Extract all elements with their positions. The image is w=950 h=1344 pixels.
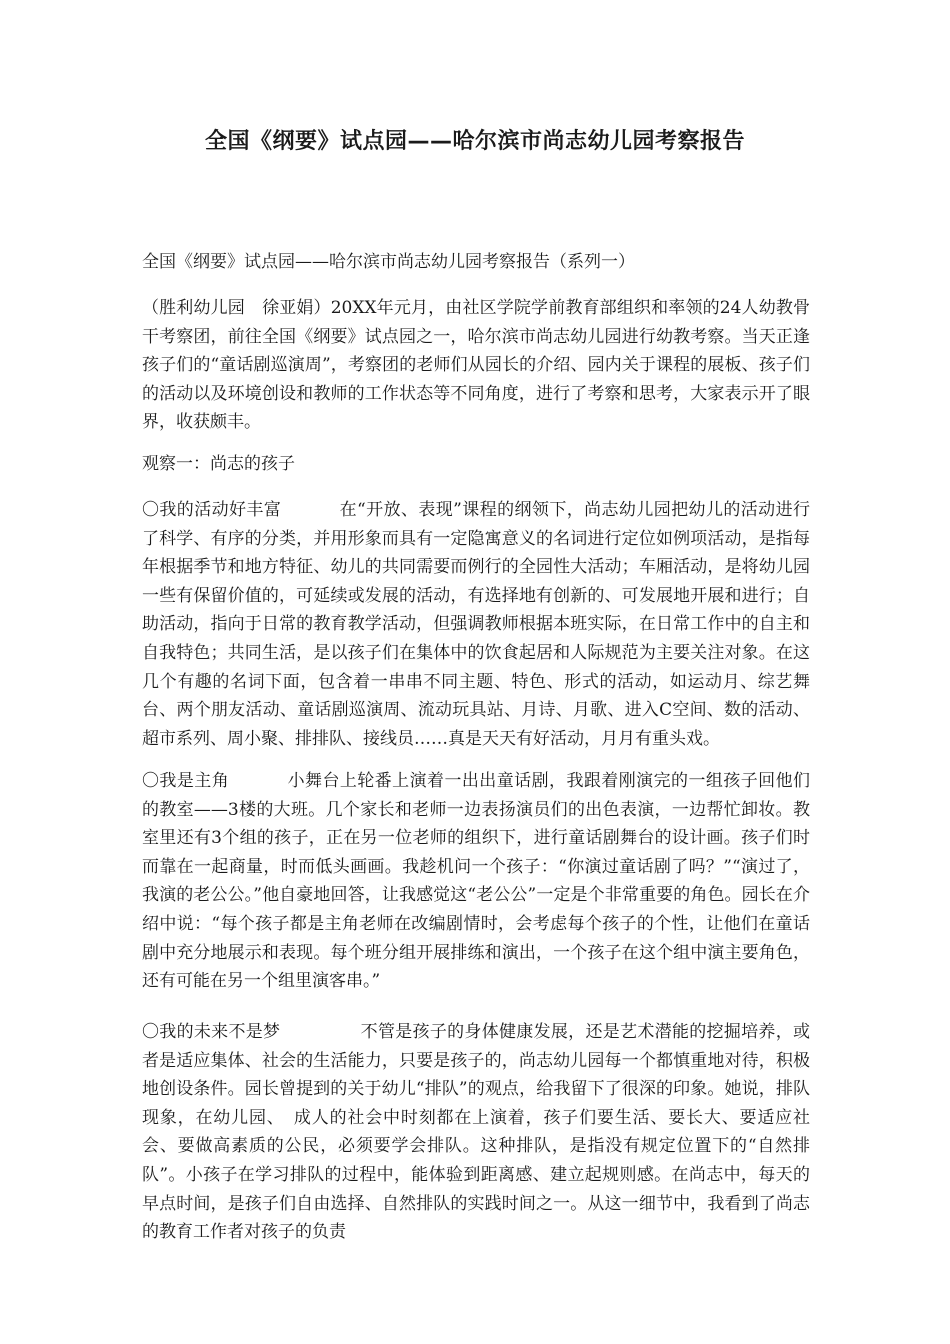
paragraph-lead: 〇我是主角 [142, 771, 230, 791]
paragraph-future [142, 1018, 810, 1247]
paragraph-body: 小舞台上轮番上演着一出出童话剧，我跟着刚演完的一组孩子回他们的教室——3楼的大班。几个家长和老师一边表扬演员们的出色表演，一边帮忙卸妆。教室里还有3个组的孩子，正在另一位老师的组织下，进行童话剧舞台的设计画。孩子们时而靠在一起商量，时而低头画画。我趁机问一个孩子：“你演过童话剧了吗？”“演过了，我演的老公公。”他自豪地回答，让我感觉这“老公公”一定是个非常重要的角色。园长在介绍中说：“每个孩子都是主角老师在改编剧情时，会考虑每个孩子的个性，让他们在童话剧中充分地展示和表现。每个班分组开展排练和演出，一个孩子在这个组中演主要角色，还有可能在另一个组里演客串。” [142, 771, 811, 992]
section-heading: 观察一：尚志的孩子 [142, 454, 295, 474]
report-subtitle: 全国《纲要》试点园——哈尔滨市尚志幼儿园考察报告（系列一） [142, 252, 635, 272]
paragraph-body: 不管是孩子的身体健康发展，还是艺术潜能的挖掘培养，或者是适应集体、社会的生活能力，只要是孩子的，尚志幼儿园每一个都慎重地对待，积极地创设条件。园长曾提到的关于幼儿“排队”的观点，给我留下了很深的印象。她说，排队现象，在幼儿园、 成人的社会中时刻都在上演着，孩子们要生活、要长大、要适应社会、要做高素质的公民，必须要学会排队。这种排队，是指没有规定位置下的“自然排队”。小孩子在学习排队的过程中，能体验到距离感、建立起规则感。在尚志中，每天的早点时间，是孩子们自由选择、自然排队的实践时间之一。从这一细节中，我看到了尚志的教育工作者对孩子的负责 [142, 1022, 811, 1243]
paragraph-lead: 〇我的活动好丰富 [142, 500, 282, 520]
paragraph-protagonist [142, 767, 810, 996]
paragraph-activities [142, 496, 810, 753]
document-title: 全国《纲要》试点园——哈尔滨市尚志幼儿园考察报告 [204, 129, 745, 154]
paragraph-lead: 〇我的未来不是梦 [142, 1022, 281, 1042]
intro-paragraph: （胜利幼儿园 徐亚娟）20XX年元月，由社区学院学前教育部组织和率领的24人幼教骨干考察团，前往全国《纲要》试点园之一，哈尔滨市尚志幼儿园进行幼教考察。当天正逢孩子们的“童话剧巡演周”，考察团的老师们从园长的介绍、园内关于课程的展板、孩子们的活动以及环境创设和教师的工作状态等不同角度，进行了考察和思考，大家表示开了眼界，收获颇丰。 [142, 298, 810, 433]
paragraph-body: 在“开放、表现”课程的纲领下，尚志幼儿园把幼儿的活动进行了科学、有序的分类，并用形象而具有一定隐寓意义的名词进行定位如例项活动，是指每年根据季节和地方特征、幼儿的共同需要而例行的全园性大活动；车厢活动，是将幼儿园一些有保留价值的，可延续或发展的活动，有选择地有创新的、可发展地开展和进行；自助活动，指向于日常的教育教学活动，但强调教师根据本班实际，在日常工作中的自主和自我特色；共同生活，是以孩子们在集体中的饮食起居和人际规范为主要关注对象。在这几个有趣的名词下面，包含着一串串不同主题、特色、形式的活动，如运动月、综艺舞台、两个朋友活动、童话剧巡演周、流动玩具站、月诗、月歌、进入C空间、数的活动、超市系列、周小聚、排排队、接线员……真是天天有好活动，月月有重头戏。 [142, 500, 810, 749]
